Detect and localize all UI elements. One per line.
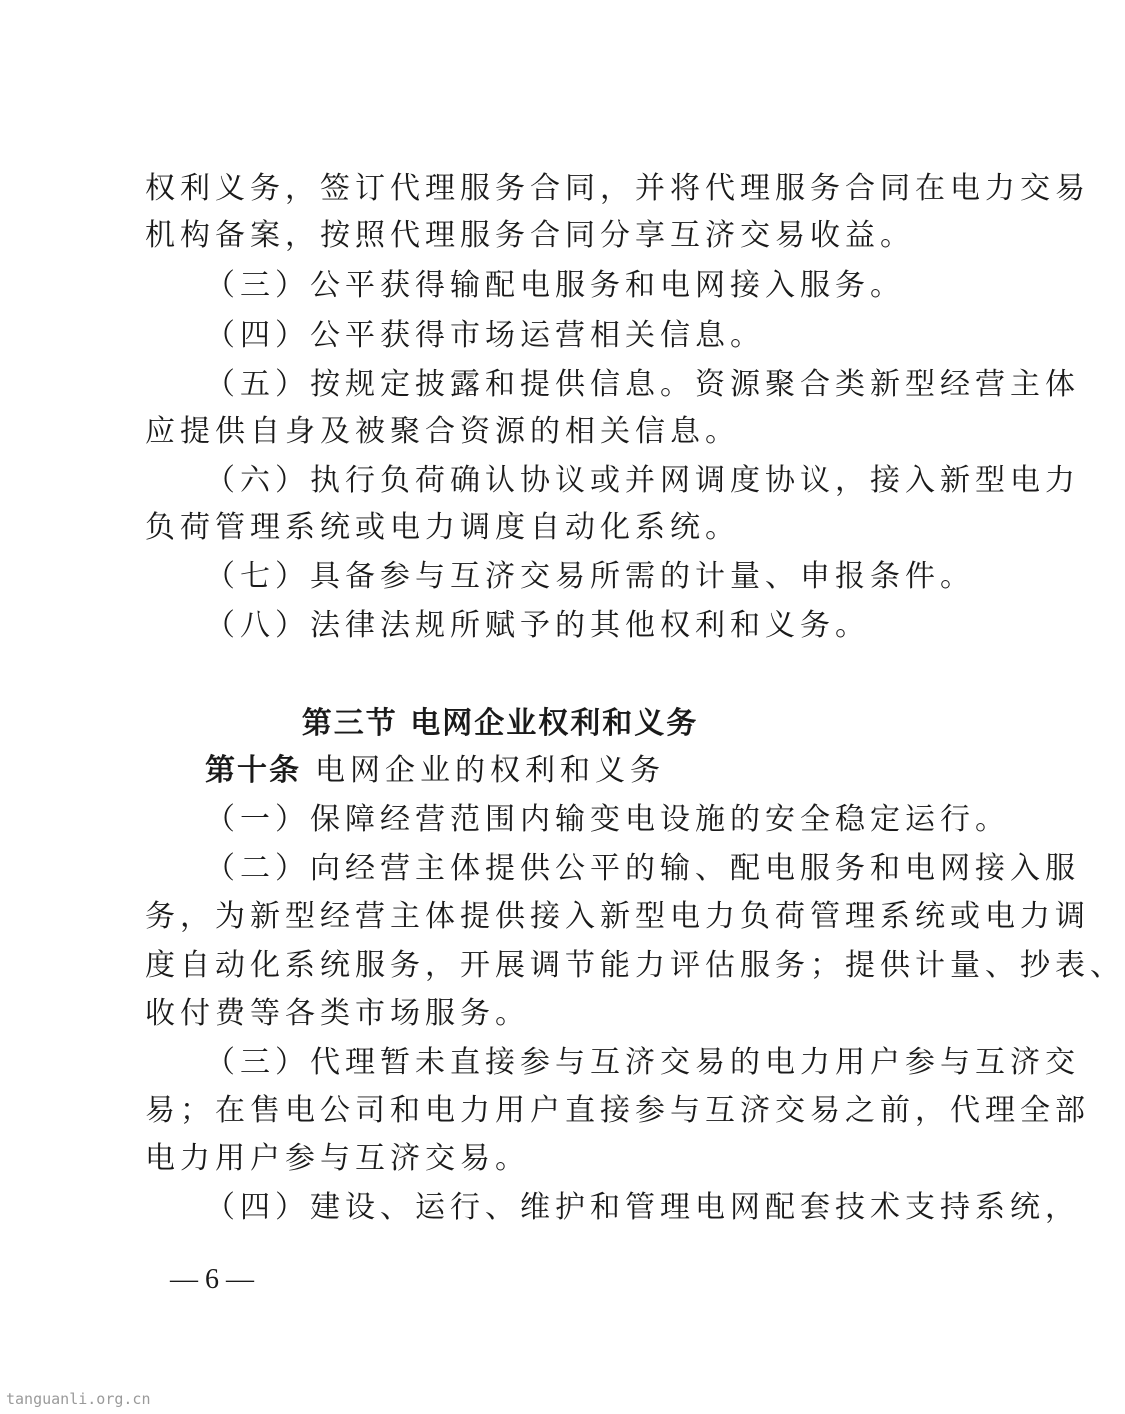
section-heading: 第三节 电网企业权利和义务	[301, 706, 699, 741]
list-item: （七）具备参与互济交易所需的计量、申报条件。	[205, 559, 975, 594]
list-item: （三）代理暂未直接参与互济交易的电力用户参与互济交	[205, 1045, 1080, 1080]
article-line	[205, 751, 665, 791]
list-item: （八）法律法规所赋予的其他权利和义务。	[205, 608, 870, 643]
list-item: （五）按规定披露和提供信息。资源聚合类新型经营主体	[205, 367, 1080, 402]
watermark: tanguanli.org.cn	[6, 1390, 151, 1408]
text-line: 负荷管理系统或电力调度自动化系统。	[145, 510, 740, 545]
text-line: 收付费等各类市场服务。	[145, 996, 530, 1031]
list-item: （六）执行负荷确认协议或并网调度协议，接入新型电力	[205, 463, 1080, 498]
list-item: （四）公平获得市场运营相关信息。	[205, 318, 765, 353]
text-line: 应提供自身及被聚合资源的相关信息。	[145, 414, 740, 449]
text-line: 务，为新型经营主体提供接入新型电力负荷管理系统或电力调	[145, 899, 1090, 934]
list-item: （三）公平获得输配电服务和电网接入服务。	[205, 268, 905, 303]
text-line: 电力用户参与互济交易。	[145, 1141, 530, 1176]
text-line: 权利义务，签订代理服务合同，并将代理服务合同在电力交易	[145, 171, 1090, 206]
text-line: 度自动化系统服务，开展调节能力评估服务；提供计量、抄表、	[145, 948, 1125, 983]
article-text: 电网企业的权利和义务	[315, 753, 665, 788]
article-title: 第十条	[205, 753, 301, 788]
list-item: （四）建设、运行、维护和管理电网配套技术支持系统，	[205, 1190, 1080, 1225]
list-item: （二）向经营主体提供公平的输、配电服务和电网接入服	[205, 851, 1080, 886]
list-item: （一）保障经营范围内输变电设施的安全稳定运行。	[205, 802, 1010, 837]
text-line: 机构备案，按照代理服务合同分享互济交易收益。	[145, 218, 915, 253]
text-line: 易；在售电公司和电力用户直接参与互济交易之前，代理全部	[145, 1093, 1090, 1128]
page-number: — 6 —	[170, 1264, 254, 1295]
